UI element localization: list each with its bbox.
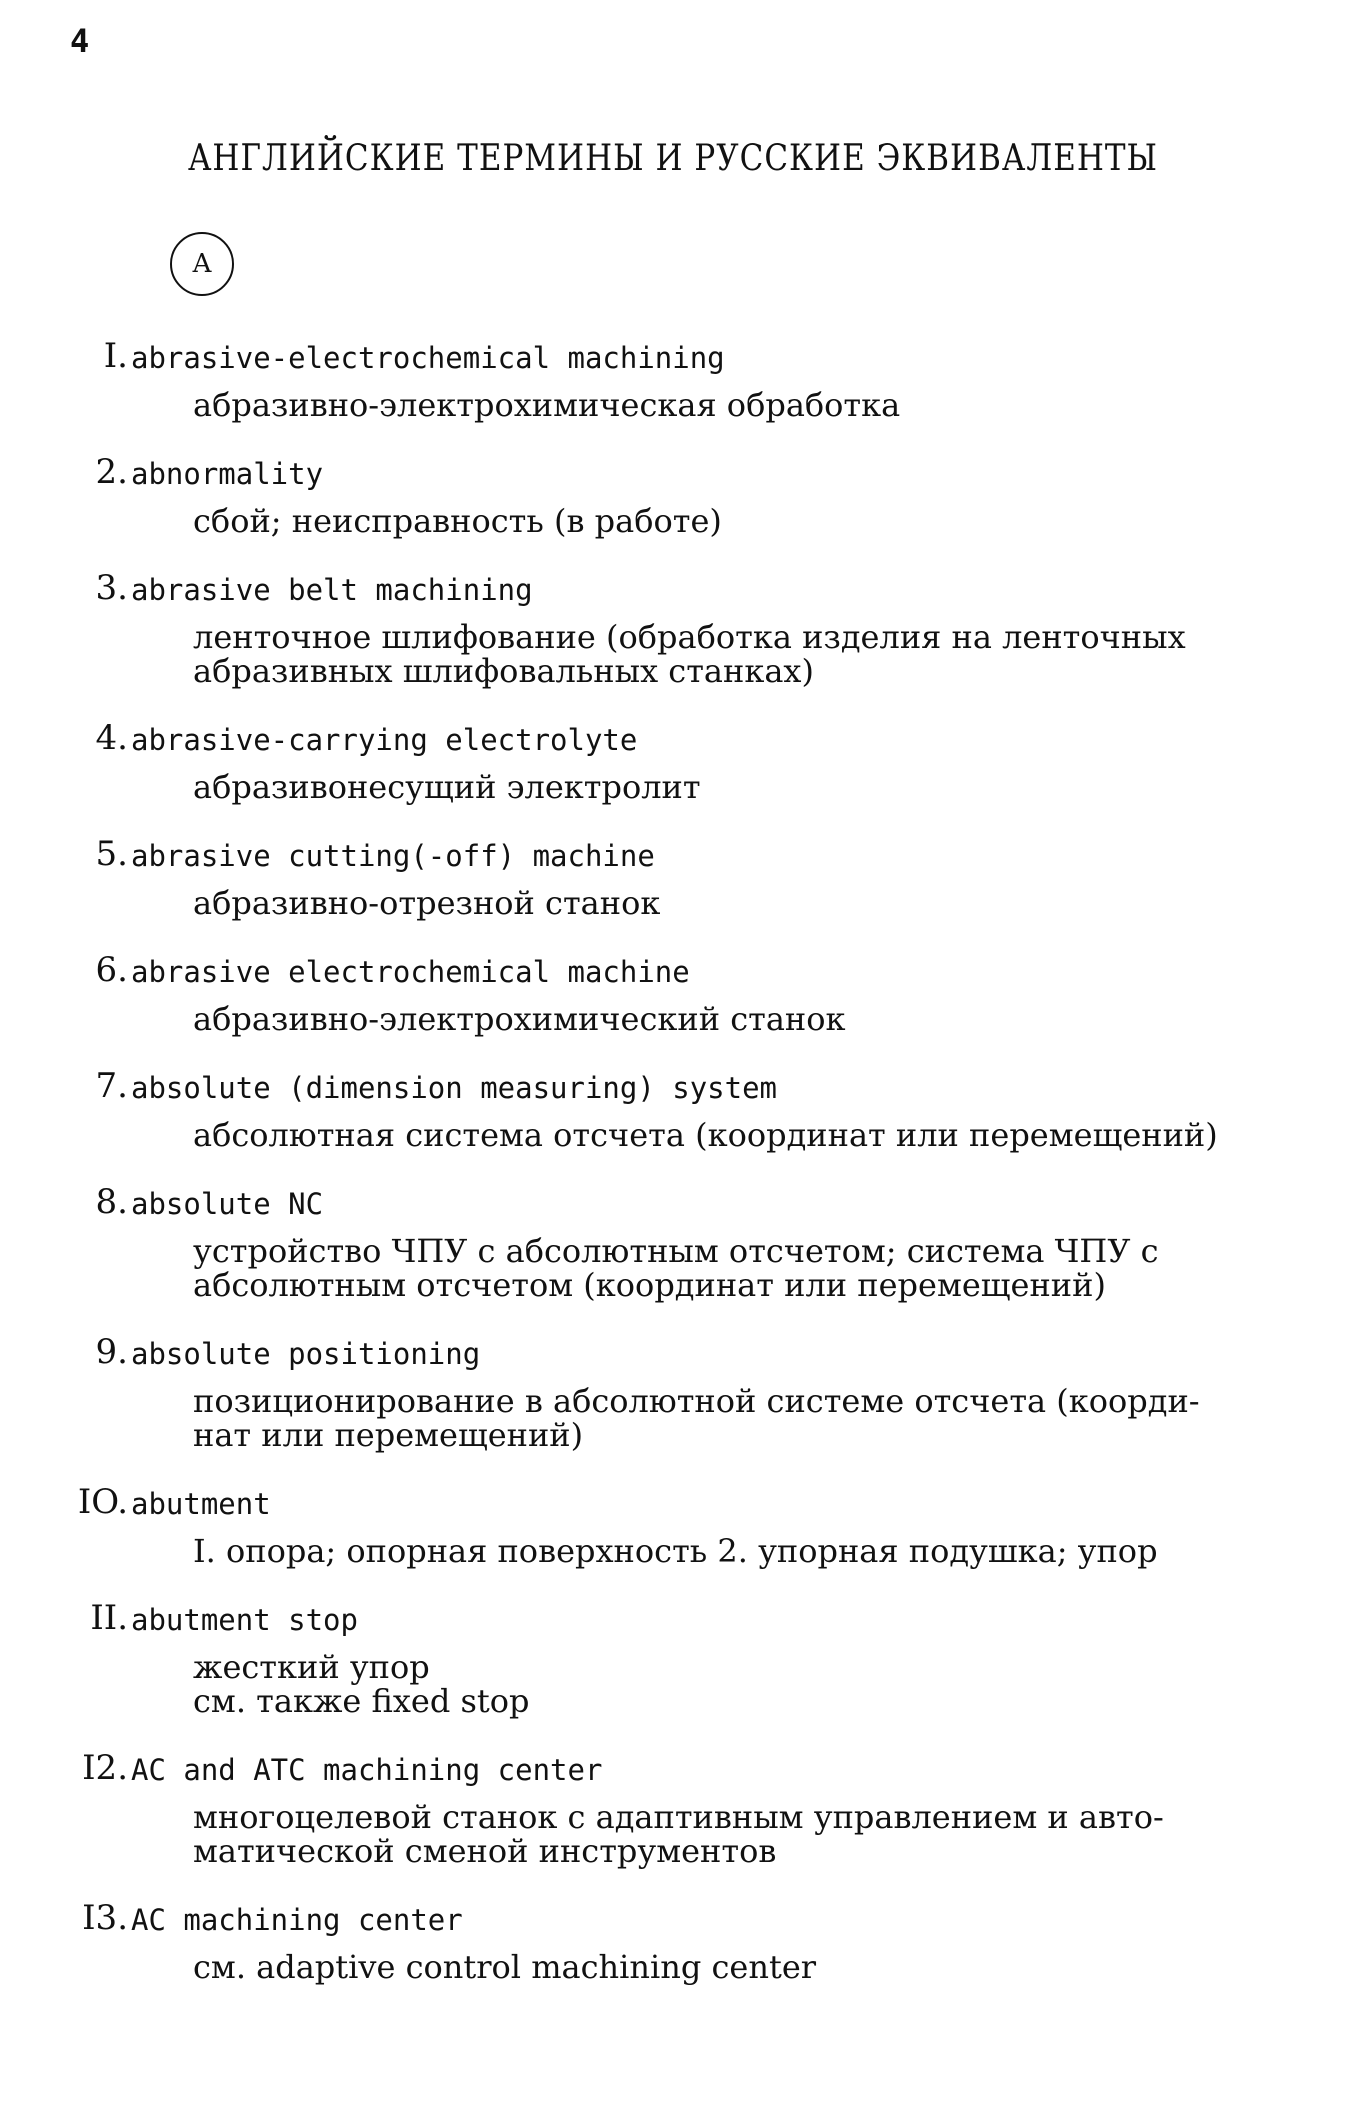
entry-number: 7. xyxy=(95,1066,128,1106)
entry-translation: многоцелевой станок с адаптивным управлением и авто- матической сменой инструментов xyxy=(193,1798,1164,1870)
glossary-entries xyxy=(0,336,1346,2018)
entry-number: 4. xyxy=(95,718,128,758)
glossary-entry xyxy=(0,1898,1346,1986)
entry-number: II. xyxy=(90,1598,128,1638)
glossary-entry xyxy=(0,1332,1346,1454)
entry-term: abrasive electrochemical machine xyxy=(131,955,690,989)
entry-translation: см. adaptive control machining center xyxy=(193,1948,817,1986)
entry-term: abutment xyxy=(131,1487,271,1521)
page-number: 4 xyxy=(70,22,90,60)
glossary-entry xyxy=(0,568,1346,690)
entry-translation: позиционирование в абсолютной системе отсчета (коорди- нат или перемещений) xyxy=(193,1382,1200,1454)
entry-term: abutment stop xyxy=(131,1603,358,1637)
entry-translation: абразивонесущий электролит xyxy=(193,768,701,806)
entry-translation: I. опора; опорная поверхность 2. упорная подушка; упор xyxy=(193,1532,1158,1570)
entry-translation: абсолютная система отсчета (координат или перемещений) xyxy=(193,1116,1218,1154)
glossary-entry xyxy=(0,1182,1346,1304)
entry-translation: абразивно-отрезной станок xyxy=(193,884,661,922)
entry-number: 2. xyxy=(95,452,128,492)
entry-number: IO. xyxy=(77,1482,128,1522)
entry-term: AC and ATC machining center xyxy=(131,1753,603,1787)
glossary-entry xyxy=(0,452,1346,540)
section-letter: A xyxy=(192,249,212,279)
glossary-entry xyxy=(0,950,1346,1038)
entry-term: AC machining center xyxy=(131,1903,463,1937)
section-letter-badge xyxy=(170,232,234,296)
entry-number: 9. xyxy=(95,1332,128,1372)
page-title: АНГЛИЙСКИЕ ТЕРМИНЫ И РУССКИЕ ЭКВИВАЛЕНТЫ xyxy=(187,136,1159,180)
entry-term: abrasive belt machining xyxy=(131,573,533,607)
glossary-entry xyxy=(0,336,1346,424)
entry-number: 5. xyxy=(95,834,128,874)
entry-number: 3. xyxy=(95,568,128,608)
glossary-entry xyxy=(0,1598,1346,1720)
entry-translation: ленточное шлифование (обработка изделия на ленточных абразивных шлифовальных станках) xyxy=(193,618,1186,690)
entry-number: I. xyxy=(103,336,128,376)
entry-term: abrasive-carrying electrolyte xyxy=(131,723,638,757)
entry-translation: абразивно-электрохимическая обработка xyxy=(193,386,901,424)
entry-term: abrasive-electrochemical machining xyxy=(131,341,725,375)
entry-translation: устройство ЧПУ с абсолютным отсчетом; система ЧПУ с абсолютным отсчетом (координат или перемещений) xyxy=(193,1232,1159,1304)
glossary-entry xyxy=(0,834,1346,922)
entry-translation: жесткий упор см. также fixed stop xyxy=(193,1648,530,1720)
entry-term: absolute positioning xyxy=(131,1337,481,1371)
entry-number: I2. xyxy=(82,1748,128,1788)
entry-number: 8. xyxy=(95,1182,128,1222)
entry-term: absolute NC xyxy=(131,1187,324,1221)
glossary-entry xyxy=(0,1066,1346,1154)
entry-term: abrasive cutting(-off) machine xyxy=(131,839,655,873)
entry-translation: сбой; неисправность (в работе) xyxy=(193,502,722,540)
entry-number: 6. xyxy=(95,950,128,990)
entry-term: absolute (dimension measuring) system xyxy=(131,1071,778,1105)
entry-translation: абразивно-электрохимический станок xyxy=(193,1000,846,1038)
glossary-entry xyxy=(0,718,1346,806)
entry-number: I3. xyxy=(82,1898,128,1938)
glossary-entry xyxy=(0,1482,1346,1570)
glossary-entry xyxy=(0,1748,1346,1870)
entry-term: abnormality xyxy=(131,457,324,491)
